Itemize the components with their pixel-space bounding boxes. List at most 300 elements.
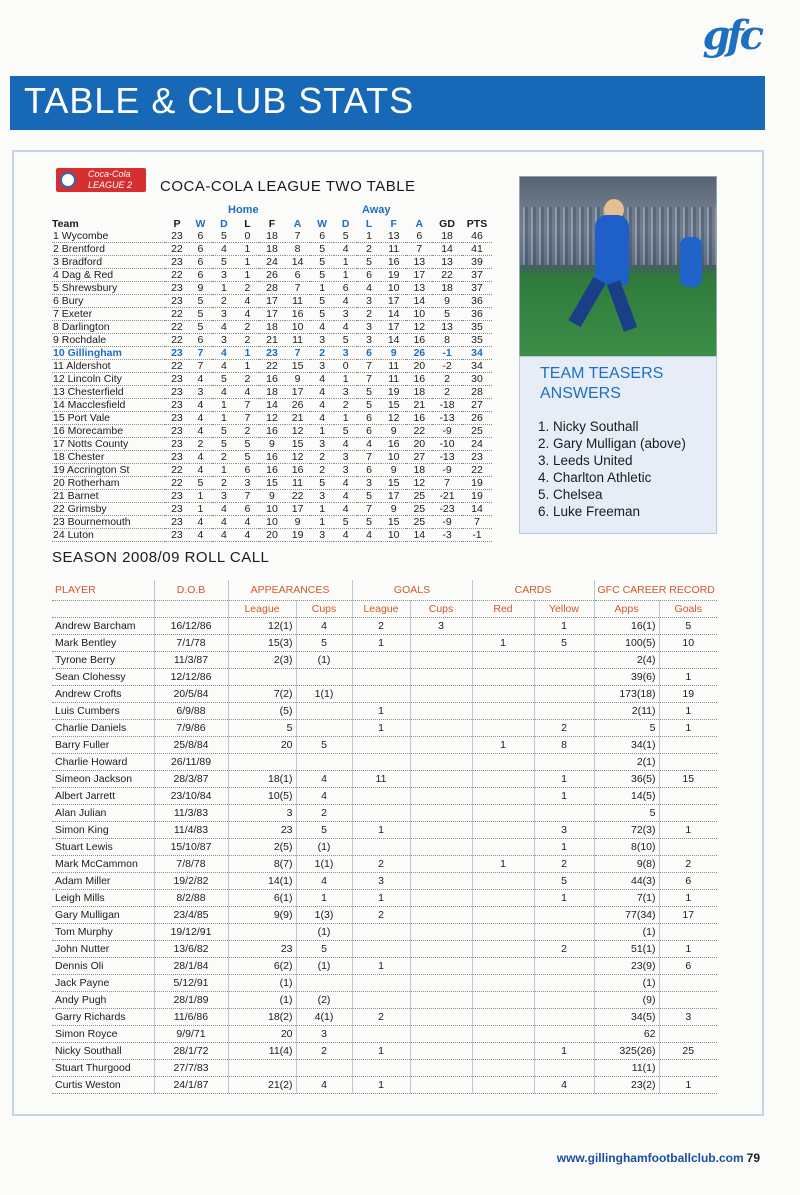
stat-cell: 10 [659,634,717,651]
league-table-stat-cell: 1 [334,256,357,269]
roll-call-row [52,889,717,906]
teammate-graphic [680,237,702,287]
roll-call-row [52,1025,717,1042]
league-table-stat-cell: 3 [212,269,235,282]
league-table-stat-cell: 5 [310,308,333,321]
dob-cell: 7/8/78 [154,855,228,872]
league-table-stat-cell: 3 [357,334,380,347]
stat-cell: 2(11) [594,702,659,719]
dob-cell: 11/6/86 [154,1008,228,1025]
league-table-team-cell: 3 Bradford [52,256,165,269]
stat-cell [534,753,594,770]
stat-cell: 1(1) [296,855,352,872]
league-table-stat-cell: 4 [189,451,212,464]
league-table-stat-cell: 6 [236,503,259,516]
stat-cell: 6(1) [228,889,296,906]
page-title: TABLE & CLUB STATS [24,80,415,121]
league-table-stat-cell: 23 [165,347,188,360]
stat-cell [472,838,534,855]
roll-call-sub-header-row [52,600,717,617]
roll-call-table [52,580,717,1094]
league-table-stat-cell: 22 [432,269,462,282]
league-table-stat-cell: 3 [334,308,357,321]
stat-cell: 2(5) [228,838,296,855]
league-table-stat-cell: 1 [334,373,357,386]
goals-group-header: GOALS [352,580,472,600]
league-table-row [52,360,492,373]
dob-cell: 28/1/89 [154,991,228,1008]
stat-cell: 6 [659,957,717,974]
roll-call-row [52,753,717,770]
roll-call-row [52,651,717,668]
league-table-stat-cell: 0 [334,360,357,373]
stat-cell [534,651,594,668]
dob-cell: 8/2/88 [154,889,228,906]
league-table-stat-cell: 3 [212,490,235,503]
stat-cell: 1 [534,617,594,634]
stat-cell: 5 [296,736,352,753]
league-table-stat-cell: 17 [406,269,432,282]
stat-cell: (5) [228,702,296,719]
league-table-stat-cell: 3 [357,321,380,334]
league-table-stat-cell: 3 [357,477,380,490]
league-table-row [52,529,492,542]
stat-cell: 173(18) [594,685,659,702]
league-table-stat-cell: 2 [236,425,259,438]
league-table-stat-cell: 35 [462,321,492,334]
league-table-stat-cell: 22 [165,477,188,490]
league-table-stat-cell: 23 [165,230,188,243]
league-table-stat-cell: 21 [285,412,311,425]
stat-cell [352,1059,410,1076]
roll-call-sub-header: Red [472,600,534,617]
league-table-stat-cell: 5 [212,256,235,269]
league-table-stat-cell: 2 [236,321,259,334]
stat-cell [659,787,717,804]
league-table-stat-cell: 5 [357,490,380,503]
page-banner [10,76,765,130]
league-table-stat-cell: 1 [189,490,212,503]
stat-cell: (2) [296,991,352,1008]
roll-call-row [52,974,717,991]
league-table-stat-cell: 14 [432,243,462,256]
league-table-row [52,490,492,503]
stat-cell [472,617,534,634]
player-celebration-photo [519,176,717,358]
league-table-stat-cell: 9 [381,464,407,477]
league-table-stat-cell: 7 [432,477,462,490]
league-table-column-header: GD [439,218,455,230]
league-table-stat-cell: 4 [236,529,259,542]
league-table-stat-cell: 8 [285,243,311,256]
roll-call-row [52,906,717,923]
stat-cell [472,1076,534,1093]
league-table-header-row [52,218,492,230]
stat-cell [472,753,534,770]
stat-cell [472,702,534,719]
player-name-cell: Curtis Weston [52,1076,154,1093]
league-table-stat-cell: 9 [381,347,407,360]
league-table-stat-cell: 1 [236,269,259,282]
league-table-stat-cell: 4 [189,399,212,412]
stat-cell [228,923,296,940]
roll-call-sub-header: Yellow [534,600,594,617]
league-table-stat-cell: -21 [432,490,462,503]
league-table-column-header: P [173,218,181,230]
league-table-group-headers [52,204,492,218]
league-table-stat-cell: 4 [212,360,235,373]
league-table-stat-cell: 16 [381,256,407,269]
stat-cell: 2 [534,855,594,872]
dob-cell: 9/9/71 [154,1025,228,1042]
dob-cell: 23/10/84 [154,787,228,804]
league-table-stat-cell: 18 [259,386,285,399]
dob-cell: 20/5/84 [154,685,228,702]
league-table-stat-cell: 25 [406,490,432,503]
player-leg-graphic [568,277,605,327]
league-table-stat-cell: 15 [285,438,311,451]
stat-cell: 1 [659,821,717,838]
league-table-stat-cell: 14 [381,308,407,321]
league-table-stat-cell: 19 [381,269,407,282]
league-table-stat-cell: 18 [259,321,285,334]
stat-cell: 3 [228,804,296,821]
stat-cell: 4 [296,872,352,889]
league-table-stat-cell: 4 [357,438,380,451]
league-table-stat-cell: 7 [357,451,380,464]
stat-cell: 6(2) [228,957,296,974]
stat-cell [352,787,410,804]
stat-cell [410,702,472,719]
stat-cell [534,906,594,923]
league-table-stat-cell: 13 [381,230,407,243]
stat-cell [296,702,352,719]
stat-cell [410,889,472,906]
league-table-stat-cell: 18 [406,386,432,399]
league-table-stat-cell: 21 [259,334,285,347]
league-table-stat-cell: 5 [334,425,357,438]
roll-call-row [52,617,717,634]
dob-cell: 19/2/82 [154,872,228,889]
stat-cell: 1 [659,1076,717,1093]
stat-cell: (9) [594,991,659,1008]
league-table-stat-cell: 13 [406,282,432,295]
league-table-stat-cell: 16 [285,464,311,477]
league-table-team-cell: 21 Barnet [52,490,165,503]
stat-cell [352,736,410,753]
league-table-stat-cell: 9 [285,516,311,529]
league-table-column-header: F [390,218,397,230]
player-name-cell: Jack Payne [52,974,154,991]
league-table-team-cell: 6 Bury [52,295,165,308]
league-table-stat-cell: 13 [406,256,432,269]
league-table-stat-cell: 22 [406,425,432,438]
stat-cell [534,1025,594,1042]
league-table-stat-cell: 23 [165,516,188,529]
player-name-cell: Sean Clohessy [52,668,154,685]
stat-cell: 15 [659,770,717,787]
team-teasers-title: TEAM TEASERS ANSWERS [540,365,664,402]
league-table-row [52,282,492,295]
league-table-stat-cell: 10 [406,308,432,321]
stat-cell [352,651,410,668]
league-table-stat-cell: 3 [334,451,357,464]
league-table-stat-cell: 6 [357,464,380,477]
league-table-stat-cell: 46 [462,230,492,243]
league-table-stat-cell: 7 [236,412,259,425]
stat-cell: 1 [534,1042,594,1059]
roll-call-row [52,855,717,872]
league-table-stat-cell: 5 [357,386,380,399]
league-table-stat-cell: 17 [259,308,285,321]
league-table-stat-cell: 4 [334,490,357,503]
league-table-body [52,230,492,542]
stat-cell [534,974,594,991]
league-table-stat-cell: 23 [165,386,188,399]
stat-cell: 3 [659,1008,717,1025]
league-table-column-header: A [415,218,424,230]
roll-call-empty-header [154,600,228,617]
stat-cell: (1) [594,923,659,940]
league-table-stat-cell: 4 [189,529,212,542]
league-table-stat-cell: 23 [165,529,188,542]
league-table-stat-cell: 9 [432,295,462,308]
league-table-stat-cell: 12 [406,477,432,490]
league-table-stat-cell: 5 [310,477,333,490]
league-table-stat-cell: 4 [212,347,235,360]
league-table-stat-cell: 1 [236,256,259,269]
league-table-stat-cell: 16 [259,373,285,386]
league-table-stat-cell: 3 [334,386,357,399]
dob-cell: 12/12/86 [154,668,228,685]
league-table-column-header: F [268,218,276,230]
stat-cell [352,1025,410,1042]
stat-cell [534,957,594,974]
league-table-stat-cell: 4 [189,373,212,386]
league-table-stat-cell: 3 [212,334,235,347]
league-table-stat-cell: 6 [310,230,333,243]
league-table-team-cell: 22 Grimsby [52,503,165,516]
stat-cell: 5 [228,719,296,736]
league-table-stat-cell: 6 [189,256,212,269]
league-table-stat-cell: 16 [406,412,432,425]
team-teasers-answers [538,418,686,520]
league-table-team-cell: 8 Darlington [52,321,165,334]
league-table-stat-cell: 8 [432,334,462,347]
career-record-group-header: GFC CAREER RECORD [594,580,717,600]
league-table-stat-cell: -9 [432,516,462,529]
stat-cell: 1 [352,702,410,719]
league-table-stat-cell: 6 [406,230,432,243]
league-table-stat-cell: 15 [381,477,407,490]
stat-cell [534,804,594,821]
league-table-stat-cell: 16 [406,373,432,386]
roll-call-row [52,821,717,838]
league-table-stat-cell: 23 [165,425,188,438]
stat-cell: 4 [534,1076,594,1093]
stat-cell [410,906,472,923]
league-table-row [52,464,492,477]
league-table-stat-cell: 5 [212,425,235,438]
league-table-stat-cell: 1 [212,464,235,477]
stat-cell: 21(2) [228,1076,296,1093]
league-table-stat-cell: 6 [189,269,212,282]
badge-line-2: LEAGUE 2 [88,180,133,190]
roll-call-row [52,804,717,821]
league-table-stat-cell: -3 [432,529,462,542]
league-table-stat-cell: 5 [310,269,333,282]
dob-cell: 5/12/91 [154,974,228,991]
league-table-stat-cell: 23 [165,295,188,308]
stat-cell: 77(34) [594,906,659,923]
league-table-stat-cell: 22 [165,360,188,373]
stat-cell [410,804,472,821]
league-table-stat-cell: 26 [285,399,311,412]
stat-cell [352,668,410,685]
league-table-stat-cell: 3 [212,308,235,321]
league-table-stat-cell: 34 [462,360,492,373]
stat-cell: 5 [296,634,352,651]
stat-cell: 1 [659,940,717,957]
league-table-column-header: L [365,218,373,230]
league-table-stat-cell: 17 [285,386,311,399]
league-table-stat-cell: -18 [432,399,462,412]
league-table-column-header: D [220,218,228,230]
player-name-cell: Andrew Crofts [52,685,154,702]
roll-call-row [52,923,717,940]
stat-cell: 2 [352,855,410,872]
league-table-stat-cell: 22 [165,334,188,347]
club-website-link[interactable]: www.gillinghamfootballclub.com [556,1151,744,1165]
league-table-stat-cell: 4 [212,516,235,529]
league-table-stat-cell: 17 [381,321,407,334]
stat-cell: 5 [594,719,659,736]
league-table-stat-cell: 11 [285,295,311,308]
league-table-stat-cell: 11 [381,373,407,386]
league-table-stat-cell: 6 [357,347,380,360]
dob-cell: 27/7/83 [154,1059,228,1076]
league-table-stat-cell: 6 [189,243,212,256]
league-table-row [52,386,492,399]
league-table-stat-cell: 35 [462,334,492,347]
league-table-stat-cell: 5 [334,516,357,529]
league-table-stat-cell: 14 [406,295,432,308]
league-table-stat-cell: 14 [462,503,492,516]
league-table-stat-cell: 3 [357,295,380,308]
stat-cell [659,838,717,855]
league-table-stat-cell: 22 [165,464,188,477]
league-table-stat-cell: 4 [334,438,357,451]
league-table-column-header: A [293,218,302,230]
dob-cell: 7/1/78 [154,634,228,651]
cards-group-header: CARDS [472,580,594,600]
dob-cell: 25/8/84 [154,736,228,753]
stat-cell: 9(9) [228,906,296,923]
player-name-cell: Luis Cumbers [52,702,154,719]
league-table-stat-cell: 7 [285,347,311,360]
league-table-stat-cell: 25 [406,503,432,516]
league-table-stat-cell: 5 [357,516,380,529]
league-table-title: COCA-COLA LEAGUE TWO TABLE [160,178,416,195]
stat-cell [410,651,472,668]
stat-cell: 1 [534,787,594,804]
player-name-cell: Gary Mulligan [52,906,154,923]
league-table-stat-cell: 25 [406,516,432,529]
dob-cell: 11/4/83 [154,821,228,838]
league-table-stat-cell: 1 [236,243,259,256]
league-table-stat-cell: 11 [285,334,311,347]
league-table-team-cell: 2 Brentford [52,243,165,256]
league-table-stat-cell: -10 [432,438,462,451]
league-table-stat-cell: 18 [432,230,462,243]
league-table-stat-cell: 3 [236,477,259,490]
league-table-stat-cell: 1 [357,230,380,243]
league-table-row [52,451,492,464]
league-table-team-cell: 5 Shrewsbury [52,282,165,295]
league-table-stat-cell: 6 [189,230,212,243]
league-table-stat-cell: 23 [165,438,188,451]
team-teaser-answer: 6. Luke Freeman [538,504,641,519]
league-table-stat-cell: 6 [357,425,380,438]
stat-cell [296,719,352,736]
league-table-team-cell: 10 Gillingham [52,347,165,360]
stat-cell: 1 [659,668,717,685]
appearances-group-header: APPEARANCES [228,580,352,600]
league-table-column-header: L [244,218,251,230]
league-table-stat-cell: 5 [236,451,259,464]
league-table-stat-cell: 5 [189,295,212,308]
dob-cell: 16/12/86 [154,617,228,634]
league-table-stat-cell: 26 [259,269,285,282]
league-table-column-header: PTS [466,218,488,230]
league-table-stat-cell: 24 [462,438,492,451]
stat-cell [410,923,472,940]
stat-cell [534,685,594,702]
stat-cell [472,1059,534,1076]
league-table-column-header: W [317,218,328,230]
roll-call-sub-header: Cups [410,600,472,617]
league-table-stat-cell: 3 [310,490,333,503]
stat-cell [534,668,594,685]
league-table-row [52,503,492,516]
league-table-stat-cell: 0 [236,230,259,243]
stat-cell: 1 [659,719,717,736]
league-table-row [52,256,492,269]
stat-cell: 9(8) [594,855,659,872]
league-table-stat-cell: 20 [406,360,432,373]
league-table-stat-cell: 16 [259,451,285,464]
league-table-stat-cell: 4 [212,321,235,334]
league-table-stat-cell: 13 [432,321,462,334]
league-table-stat-cell: 13 [432,256,462,269]
stat-cell: 10(5) [228,787,296,804]
league-table-stat-cell: 18 [259,230,285,243]
league-table-stat-cell: 23 [259,347,285,360]
roll-call-row [52,719,717,736]
league-table-stat-cell: 10 [381,451,407,464]
player-name-cell: Charlie Daniels [52,719,154,736]
dob-cell: 6/9/88 [154,702,228,719]
roll-call-row [52,770,717,787]
stat-cell: 3 [296,1025,352,1042]
league-table-stat-cell: 26 [406,347,432,360]
roll-call-sub-header: League [352,600,410,617]
stat-cell [659,974,717,991]
stat-cell: 2(4) [594,651,659,668]
stat-cell [472,719,534,736]
league-table-stat-cell: 22 [462,464,492,477]
league-table-team-cell: 13 Chesterfield [52,386,165,399]
